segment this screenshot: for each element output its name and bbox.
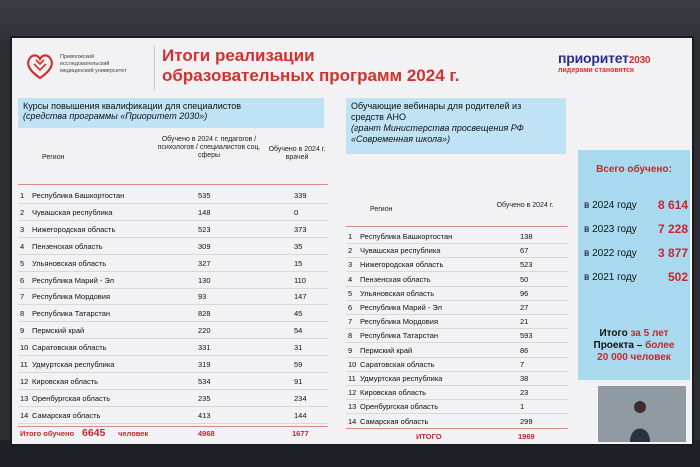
row-region: Чувашская республика [360,246,441,256]
parent-webinars-table [346,98,572,441]
row-doctors-count: 59 [294,360,303,369]
right-heading-line-4: «Современная школа») [351,134,451,144]
brand-name [558,50,678,66]
left-heading-line-2: (средства программы «Приоритет 2030») [23,111,208,121]
row-trained-count: 299 [520,416,533,426]
row-number: 11 [20,360,28,369]
left-total-label: Итого обучено [20,429,75,438]
header-divider [154,46,155,90]
summary-year-row [584,268,688,286]
summary-year-row [584,196,688,214]
row-number: 12 [20,376,29,386]
row-number: 10 [348,359,357,369]
row-teachers-count: 327 [198,258,211,268]
row-doctors-count: 110 [294,275,306,285]
row-trained-count: 96 [520,288,529,298]
row-region: Кировская область [32,376,99,386]
row-doctors-count: 339 [294,191,307,200]
left-total-row [18,429,348,441]
row-divider [18,271,328,272]
row-teachers-count: 331 [198,343,211,353]
summary-year-value: 502 [667,270,688,284]
table-row [18,324,328,337]
room-ceiling [0,0,700,40]
table-row [18,189,328,202]
right-total-separator [346,428,568,429]
table-row [18,392,328,405]
right-heading-line-3: (грант Министерства просвещения РФ [351,123,524,133]
row-region: Пермский край [360,345,413,355]
summary-text-1: Итого [599,328,628,339]
row-number: 14 [348,416,357,426]
row-doctors-count: 15 [294,258,303,268]
presentation-slide [10,36,694,446]
right-heading-line-1: Обучающие вебинары для родителей из [351,101,522,111]
row-region: Республика Татарстан [360,331,439,341]
row-trained-count: 86 [520,345,529,355]
row-teachers-count: 523 [198,224,211,234]
row-number: 4 [348,274,353,284]
row-number: 3 [348,260,353,270]
row-divider [18,389,328,390]
row-region: Нижегородская область [32,224,116,234]
row-doctors-count: 144 [294,410,307,420]
row-number: 9 [20,326,25,336]
summary-text-2: за 5 лет [630,328,669,339]
person-icon [628,398,652,442]
row-divider [18,237,328,238]
table-row [18,358,328,371]
speaker-video-inset [598,386,686,442]
row-trained-count: 67 [520,246,529,256]
table-row [18,409,328,422]
table-row [346,273,568,286]
row-region: Удмуртская республика [360,374,443,383]
row-doctors-count: 147 [294,292,307,302]
left-total-teachers: 4968 [198,429,215,438]
left-col-teachers: Обучено в 2024 г. педагогов / психологов / специалистов соц. сферы [157,136,261,159]
row-teachers-count: 93 [198,292,207,302]
row-region: Самарская область [32,410,101,420]
row-trained-count: 593 [520,331,533,341]
brand-year: 2030 [628,55,651,66]
row-region: Пермский край [32,326,85,336]
row-divider [18,220,328,221]
brand-word: приоритет [558,50,629,66]
summary-year-value: 7 228 [657,222,688,236]
summary-year-label: в 2022 году [584,248,637,259]
row-number: 4 [20,241,25,251]
right-total-value: 1969 [518,432,535,441]
row-region: Чувашская республика [32,207,113,217]
table-row [18,240,328,253]
row-divider [18,423,328,424]
right-total-row [346,432,566,444]
row-number: 6 [20,275,25,285]
row-teachers-count: 319 [198,360,211,369]
table-row [346,315,568,328]
row-number: 5 [348,288,353,298]
row-number: 5 [20,258,25,268]
summary-year-row [584,244,688,262]
row-region: Ульяновская область [32,258,107,268]
row-number: 13 [348,402,357,412]
right-heading-line-2: средств АНО [351,112,406,122]
row-number: 8 [20,309,25,319]
row-teachers-count: 413 [198,410,211,420]
row-number: 13 [20,393,29,403]
row-number: 1 [20,191,25,200]
row-divider [18,288,328,289]
summary-text-3: Проекта – [593,340,643,351]
slide-title: Итоги реализации образовательных программ 2024 г. [162,46,460,85]
row-trained-count: 138 [520,232,533,241]
table-row [18,223,328,236]
right-col-trained: Обучено в 2024 г. [496,202,554,209]
row-doctors-count: 234 [294,393,307,403]
row-divider [18,355,328,356]
row-region: Пензенская область [32,241,103,251]
right-col-region: Регион [370,206,393,213]
table-row [346,386,568,399]
heart-logo-icon [24,50,56,82]
row-region: Республика Марий - Эл [32,275,114,285]
table-row [346,258,568,271]
table-row [346,230,568,243]
row-number: 10 [20,343,29,353]
row-number: 3 [20,224,25,234]
right-header-separator [346,226,568,227]
row-number: 8 [348,331,353,341]
row-trained-count: 1 [520,402,525,412]
row-number: 7 [20,292,25,302]
row-number: 6 [348,303,353,312]
table-row [18,257,328,270]
row-region: Оренбургская область [360,402,439,412]
table-row [346,301,568,314]
table-row [346,415,568,428]
left-heading-line-1: Курсы повышения квалификации для специалистов [23,101,242,111]
table-row [346,287,568,300]
row-region: Республика Марий - Эл [360,303,442,312]
row-trained-count: 38 [520,374,529,383]
university-name [60,54,156,75]
summary-title: Всего обучено: [596,164,672,175]
row-number: 12 [348,388,357,398]
row-divider [18,203,328,204]
table-row [346,400,568,413]
row-divider [18,406,328,407]
row-divider [18,372,328,373]
priority-2030-logo [558,50,678,74]
row-region: Республика Татарстан [32,309,111,319]
summary-text-5: 20 000 человек [597,352,671,363]
row-divider [18,304,328,305]
brand-tagline: лидерами становятся [558,67,635,74]
left-total-separator [18,426,328,427]
summary-total-text [578,328,690,364]
left-total-doctors: 1677 [292,429,309,438]
table-row [18,341,328,354]
row-region: Пензенская область [360,274,431,284]
left-header-separator [18,184,328,185]
row-teachers-count: 828 [198,309,211,319]
row-number: 1 [348,232,353,241]
row-trained-count: 50 [520,274,529,284]
row-number: 14 [20,410,29,420]
row-region: Республика Башкортостан [32,191,125,200]
table-row [346,344,568,357]
qualification-courses-table [18,98,338,438]
org-line-2: исследовательский [60,61,110,67]
row-region: Ульяновская область [360,288,435,298]
row-teachers-count: 535 [198,191,211,200]
row-doctors-count: 35 [294,241,303,251]
row-region: Оренбургская область [32,393,111,403]
row-number: 2 [20,207,25,217]
row-teachers-count: 235 [198,393,211,403]
row-region: Республика Мордовия [360,317,438,327]
table-row [18,375,328,388]
row-region: Удмуртская республика [32,360,115,369]
summary-year-label: в 2021 году [584,272,637,283]
right-total-label: ИТОГО [416,432,442,441]
left-total-value: 6645 [82,427,106,439]
summary-year-label: в 2024 году [584,200,637,211]
row-number: 11 [348,374,356,383]
row-doctors-count: 91 [294,376,303,386]
table-row [18,206,328,219]
summary-year-label: в 2023 году [584,224,637,235]
row-teachers-count: 148 [198,207,211,217]
row-region: Республика Башкортостан [360,232,453,241]
row-teachers-count: 130 [198,275,211,285]
row-number: 2 [348,246,353,256]
summary-year-row [584,220,688,238]
table-row [346,329,568,342]
row-divider [18,254,328,255]
table-row [18,307,328,320]
row-teachers-count: 220 [198,326,211,336]
row-doctors-count: 373 [294,224,307,234]
row-divider [18,321,328,322]
row-region: Кировская область [360,388,427,398]
university-logo [24,48,154,88]
row-region: Саратовская область [32,343,107,353]
summary-year-value: 3 877 [657,246,688,260]
row-teachers-count: 534 [198,376,211,386]
left-col-region: Регион [42,154,65,161]
row-trained-count: 23 [520,388,529,398]
table-row [346,358,568,371]
row-trained-count: 7 [520,359,525,369]
summary-panel [578,150,690,380]
org-line-1: Приволжский [60,54,95,60]
row-number: 7 [348,317,353,327]
left-total-unit: человек [118,429,149,438]
row-doctors-count: 54 [294,326,303,336]
right-table-heading [346,98,566,154]
row-region: Самарская область [360,416,429,426]
row-region: Нижегородская область [360,260,444,270]
org-line-3: медицинский университет [60,68,127,74]
left-col-doctors: Обучено в 2024 г. врачей [268,146,326,161]
row-trained-count: 523 [520,260,533,270]
row-trained-count: 21 [520,317,529,327]
row-doctors-count: 45 [294,309,303,319]
row-divider [18,338,328,339]
left-table-heading [18,98,324,128]
row-region: Республика Мордовия [32,292,110,302]
table-row [346,372,568,385]
summary-year-value: 8 614 [657,198,688,212]
table-row [346,244,568,257]
row-trained-count: 27 [520,303,529,312]
row-doctors-count: 31 [294,343,303,353]
row-doctors-count: 0 [294,207,299,217]
row-region: Саратовская область [360,359,435,369]
table-row [18,274,328,287]
table-row [18,290,328,303]
summary-text-4: более [645,340,675,351]
row-number: 9 [348,345,353,355]
row-teachers-count: 309 [198,241,211,251]
